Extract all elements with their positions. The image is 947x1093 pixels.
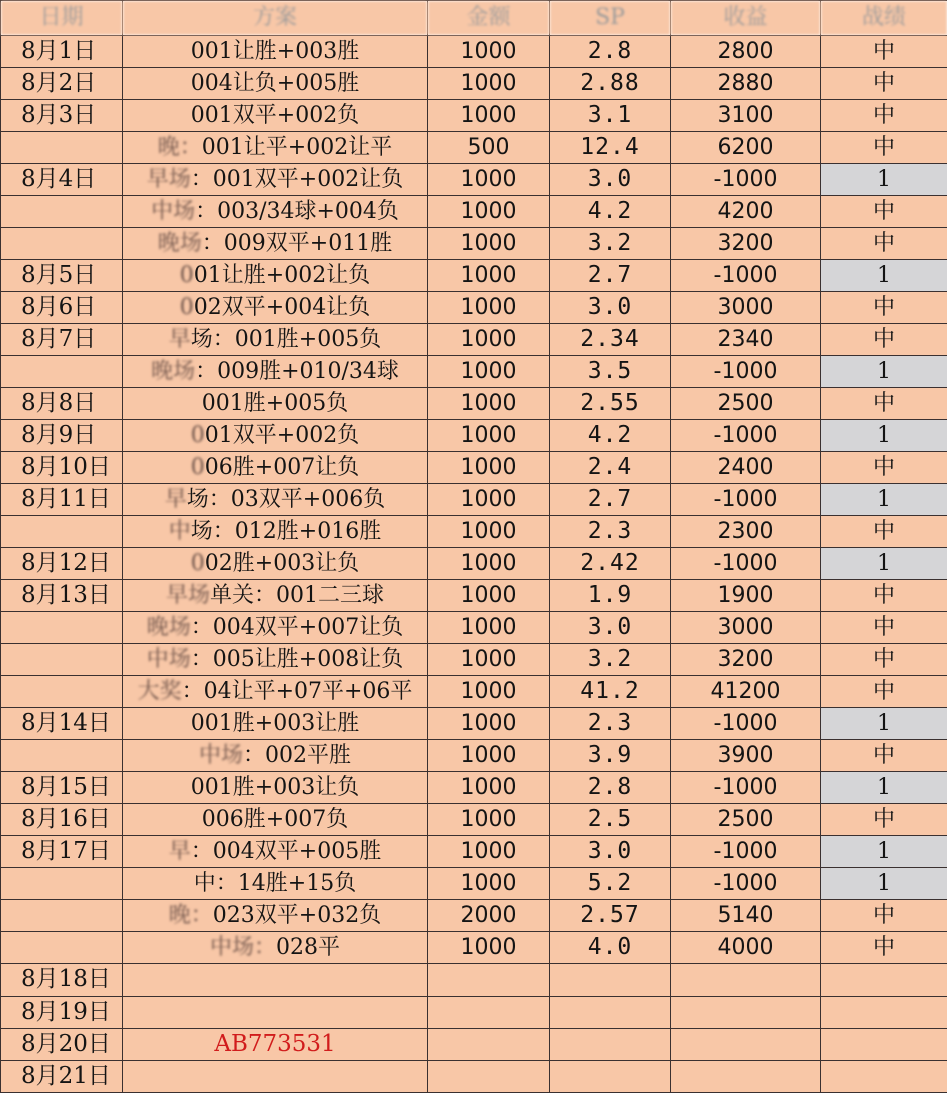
profit-cell: 4200 <box>671 196 821 228</box>
scheme-cell <box>123 164 428 196</box>
scheme-prefix: 晚场 <box>146 614 191 640</box>
sp-cell: 41.2 <box>550 676 671 708</box>
table-row <box>1 228 947 260</box>
table-row <box>1 932 947 964</box>
scheme-text: 场：012胜+016胜 <box>190 518 382 544</box>
sp-cell: 5.2 <box>550 868 671 900</box>
table-row <box>1 548 947 580</box>
sp-cell: 2.42 <box>550 548 671 580</box>
amount-cell: 1000 <box>428 68 550 100</box>
scheme-cell <box>123 356 428 388</box>
amount-cell <box>428 964 550 996</box>
amount-cell: 1000 <box>428 36 550 68</box>
table-row <box>1 1028 947 1060</box>
scheme-cell <box>123 964 428 996</box>
sp-cell: 3.9 <box>550 740 671 772</box>
sp-cell <box>550 996 671 1028</box>
scheme-cell <box>123 740 428 772</box>
scheme-cell <box>123 868 428 900</box>
table-row <box>1 388 947 420</box>
result-cell: 1 <box>821 836 947 868</box>
table-row <box>1 676 947 708</box>
scheme-prefix: 晚场 <box>157 230 202 256</box>
amount-cell: 1000 <box>428 228 550 260</box>
scheme-cell <box>123 708 428 740</box>
date-cell: 8月16日 <box>1 804 123 836</box>
profit-cell: 2800 <box>671 36 821 68</box>
date-cell: 8月18日 <box>1 964 123 996</box>
profit-cell <box>671 1028 821 1060</box>
table-row <box>1 580 947 612</box>
amount-cell: 1000 <box>428 324 550 356</box>
table-row <box>1 100 947 132</box>
date-cell <box>1 868 123 900</box>
scheme-cell <box>123 36 428 68</box>
date-cell <box>1 356 123 388</box>
table-row <box>1 324 947 356</box>
profit-cell: 3200 <box>671 644 821 676</box>
scheme-cell <box>123 196 428 228</box>
scheme-text: ：004双平+007让负 <box>190 614 404 640</box>
profit-cell <box>671 964 821 996</box>
scheme-text: 001胜+003让胜 <box>190 710 360 736</box>
sp-cell: 2.5 <box>550 804 671 836</box>
profit-cell: -1000 <box>671 772 821 804</box>
sp-cell: 3.5 <box>550 356 671 388</box>
scheme-text: ：004双平+005胜 <box>190 838 382 864</box>
sp-cell: 4.0 <box>550 932 671 964</box>
amount-cell <box>428 1028 550 1060</box>
scheme-cell <box>123 772 428 804</box>
amount-cell: 1000 <box>428 516 550 548</box>
amount-cell: 1000 <box>428 484 550 516</box>
table-row <box>1 804 947 836</box>
profit-cell: -1000 <box>671 868 821 900</box>
profit-cell: -1000 <box>671 420 821 452</box>
scheme-cell <box>123 676 428 708</box>
sp-cell: 2.57 <box>550 900 671 932</box>
scheme-prefix: 早 <box>168 326 191 352</box>
result-cell: 1 <box>821 868 947 900</box>
result-cell <box>821 1060 947 1092</box>
scheme-cell <box>123 420 428 452</box>
date-cell: 8月3日 <box>1 100 123 132</box>
table-row <box>1 868 947 900</box>
date-cell: 8月13日 <box>1 580 123 612</box>
result-cell: 1 <box>821 420 947 452</box>
scheme-cell <box>123 388 428 420</box>
profit-cell: 2880 <box>671 68 821 100</box>
scheme-text: 01让胜+002让负 <box>193 262 371 288</box>
date-cell: 8月11日 <box>1 484 123 516</box>
scheme-cell <box>123 324 428 356</box>
scheme-prefix: 0 <box>190 422 205 448</box>
amount-cell: 1000 <box>428 644 550 676</box>
result-cell: 中 <box>821 132 947 164</box>
amount-cell <box>428 1060 550 1092</box>
result-cell <box>821 964 947 996</box>
scheme-text: 001让平+002让平 <box>201 134 393 160</box>
scheme-text: ：009双平+011胜 <box>201 230 393 256</box>
table-row <box>1 164 947 196</box>
scheme-cell <box>123 228 428 260</box>
amount-cell: 1000 <box>428 836 550 868</box>
result-cell: 中 <box>821 676 947 708</box>
result-cell: 中 <box>821 900 947 932</box>
scheme-text: 01双平+002负 <box>204 422 360 448</box>
sp-cell: 3.1 <box>550 100 671 132</box>
result-cell: 中 <box>821 612 947 644</box>
date-cell <box>1 612 123 644</box>
sp-cell <box>550 1060 671 1092</box>
amount-cell <box>428 996 550 1028</box>
scheme-text: 006胜+007负 <box>201 806 349 832</box>
scheme-text: ：003/34球+004负 <box>195 198 399 224</box>
amount-cell: 1000 <box>428 612 550 644</box>
amount-cell: 1000 <box>428 932 550 964</box>
scheme-text: 02胜+003让负 <box>204 550 360 576</box>
scheme-text: 028平 <box>276 934 340 960</box>
header-sp: SP <box>550 1 671 36</box>
date-cell: 8月2日 <box>1 68 123 100</box>
scheme-text: 中：14胜+15负 <box>193 870 357 896</box>
result-cell: 中 <box>821 292 947 324</box>
profit-cell <box>671 1060 821 1092</box>
sp-cell: 2.3 <box>550 708 671 740</box>
scheme-text: 场：001胜+005负 <box>190 326 382 352</box>
table-row <box>1 452 947 484</box>
scheme-cell <box>123 900 428 932</box>
profit-cell: -1000 <box>671 356 821 388</box>
result-cell: 中 <box>821 580 947 612</box>
result-cell: 中 <box>821 516 947 548</box>
scheme-text: ：04让平+07平+06平 <box>181 678 413 704</box>
scheme-cell <box>123 612 428 644</box>
amount-cell: 2000 <box>428 900 550 932</box>
profit-cell: 41200 <box>671 676 821 708</box>
sp-cell: 2.8 <box>550 36 671 68</box>
table-row <box>1 260 947 292</box>
table-row <box>1 132 947 164</box>
scheme-text: 001胜+003让负 <box>190 774 360 800</box>
scheme-prefix: 中场： <box>209 934 276 960</box>
scheme-prefix: 中场 <box>198 742 243 768</box>
date-cell: 8月14日 <box>1 708 123 740</box>
table-row <box>1 612 947 644</box>
scheme-cell <box>123 132 428 164</box>
sp-cell: 2.3 <box>550 516 671 548</box>
profit-cell: 2340 <box>671 324 821 356</box>
scheme-cell <box>123 68 428 100</box>
profit-cell: 3900 <box>671 740 821 772</box>
profit-cell: 3100 <box>671 100 821 132</box>
sp-cell: 3.0 <box>550 292 671 324</box>
scheme-cell <box>123 548 428 580</box>
scheme-cell <box>123 516 428 548</box>
date-cell: 8月12日 <box>1 548 123 580</box>
amount-cell: 1000 <box>428 196 550 228</box>
table-row <box>1 1060 947 1092</box>
scheme-prefix: 0 <box>179 294 194 320</box>
sp-cell: 2.55 <box>550 388 671 420</box>
profit-cell: 4000 <box>671 932 821 964</box>
profit-cell: -1000 <box>671 260 821 292</box>
result-cell: 中 <box>821 740 947 772</box>
profit-cell: -1000 <box>671 708 821 740</box>
profit-cell: -1000 <box>671 484 821 516</box>
scheme-prefix: 早场 <box>165 582 210 608</box>
scheme-text: ：009胜+010/34球 <box>195 358 399 384</box>
scheme-cell <box>123 580 428 612</box>
result-cell: 中 <box>821 196 947 228</box>
amount-cell: 1000 <box>428 292 550 324</box>
table-row <box>1 996 947 1028</box>
date-cell <box>1 132 123 164</box>
scheme-cell <box>123 996 428 1028</box>
date-cell: 8月9日 <box>1 420 123 452</box>
amount-cell: 1000 <box>428 388 550 420</box>
date-cell: 8月1日 <box>1 36 123 68</box>
scheme-text: ：005让胜+008让负 <box>190 646 404 672</box>
profit-cell: 1900 <box>671 580 821 612</box>
code-label: AB773531 <box>214 1030 336 1057</box>
sp-cell: 2.8 <box>550 772 671 804</box>
amount-cell: 1000 <box>428 676 550 708</box>
header-amount: 金额 <box>428 1 550 36</box>
table-row <box>1 772 947 804</box>
table-row <box>1 196 947 228</box>
result-cell: 中 <box>821 228 947 260</box>
result-cell: 中 <box>821 68 947 100</box>
profit-cell: -1000 <box>671 548 821 580</box>
table-row <box>1 516 947 548</box>
amount-cell: 500 <box>428 132 550 164</box>
table-row <box>1 292 947 324</box>
table-row <box>1 356 947 388</box>
amount-cell: 1000 <box>428 164 550 196</box>
sp-cell <box>550 1028 671 1060</box>
result-cell: 1 <box>821 772 947 804</box>
amount-cell: 1000 <box>428 420 550 452</box>
date-cell: 8月20日 <box>1 1028 123 1060</box>
amount-cell: 1000 <box>428 740 550 772</box>
scheme-text: 004让负+005胜 <box>190 70 360 96</box>
amount-cell: 1000 <box>428 260 550 292</box>
result-cell: 1 <box>821 164 947 196</box>
sp-cell: 3.0 <box>550 164 671 196</box>
scheme-text: ：001双平+002让负 <box>190 166 404 192</box>
scheme-cell <box>123 452 428 484</box>
scheme-text: 06胜+007让负 <box>204 454 360 480</box>
sp-cell: 3.2 <box>550 644 671 676</box>
scheme-cell <box>123 932 428 964</box>
date-cell <box>1 196 123 228</box>
date-cell: 8月21日 <box>1 1060 123 1092</box>
scheme-cell <box>123 292 428 324</box>
scheme-text: 02双平+004让负 <box>193 294 371 320</box>
date-cell <box>1 740 123 772</box>
table-row <box>1 836 947 868</box>
scheme-text: 001双平+002负 <box>190 102 360 128</box>
result-cell: 1 <box>821 708 947 740</box>
scheme-prefix: 中 <box>168 518 191 544</box>
result-cell: 中 <box>821 644 947 676</box>
result-cell: 1 <box>821 356 947 388</box>
table-row <box>1 900 947 932</box>
scheme-prefix: 中场 <box>146 646 191 672</box>
scheme-prefix: 晚： <box>157 134 202 160</box>
result-cell: 中 <box>821 452 947 484</box>
profit-cell: 5140 <box>671 900 821 932</box>
result-cell: 中 <box>821 324 947 356</box>
table-row <box>1 68 947 100</box>
table-row <box>1 964 947 996</box>
date-cell: 8月6日 <box>1 292 123 324</box>
header-profit: 收益 <box>671 1 821 36</box>
header-result: 战绩 <box>821 1 947 36</box>
scheme-text: 单关：001二三球 <box>210 582 384 608</box>
scheme-prefix: 早场 <box>146 166 191 192</box>
date-cell <box>1 228 123 260</box>
sp-cell: 2.4 <box>550 452 671 484</box>
result-cell: 中 <box>821 100 947 132</box>
profit-cell: 2500 <box>671 388 821 420</box>
result-cell: 1 <box>821 484 947 516</box>
scheme-prefix: 大奖 <box>137 678 182 704</box>
scheme-cell <box>123 1028 428 1060</box>
result-cell: 中 <box>821 804 947 836</box>
date-cell: 8月7日 <box>1 324 123 356</box>
profit-cell: 2300 <box>671 516 821 548</box>
scheme-cell <box>123 1060 428 1092</box>
amount-cell: 1000 <box>428 452 550 484</box>
scheme-cell <box>123 644 428 676</box>
amount-cell: 1000 <box>428 100 550 132</box>
sp-cell: 3.0 <box>550 836 671 868</box>
sp-cell: 2.34 <box>550 324 671 356</box>
sp-cell: 4.2 <box>550 196 671 228</box>
table-row <box>1 740 947 772</box>
scheme-text: ：002平胜 <box>243 742 351 768</box>
sp-cell: 3.0 <box>550 612 671 644</box>
profit-cell <box>671 996 821 1028</box>
date-cell: 8月17日 <box>1 836 123 868</box>
profit-cell: 2400 <box>671 452 821 484</box>
profit-cell: -1000 <box>671 164 821 196</box>
sp-cell: 2.88 <box>550 68 671 100</box>
result-cell: 中 <box>821 932 947 964</box>
table-row <box>1 708 947 740</box>
header-row <box>1 1 947 36</box>
date-cell: 8月10日 <box>1 452 123 484</box>
date-cell <box>1 676 123 708</box>
sp-cell: 4.2 <box>550 420 671 452</box>
date-cell <box>1 644 123 676</box>
sp-cell: 12.4 <box>550 132 671 164</box>
scheme-text: 001让胜+003胜 <box>190 38 360 64</box>
header-scheme: 方案 <box>123 1 428 36</box>
table-row <box>1 36 947 68</box>
result-cell <box>821 1028 947 1060</box>
result-cell <box>821 996 947 1028</box>
header-date: 日期 <box>1 1 123 36</box>
date-cell <box>1 516 123 548</box>
result-cell: 中 <box>821 388 947 420</box>
scheme-prefix: 0 <box>190 550 205 576</box>
scheme-prefix: 0 <box>190 454 205 480</box>
sp-cell: 1.9 <box>550 580 671 612</box>
scheme-cell <box>123 484 428 516</box>
date-cell: 8月5日 <box>1 260 123 292</box>
sp-cell: 2.7 <box>550 260 671 292</box>
scheme-prefix: 早 <box>164 486 187 512</box>
scheme-prefix: 早 <box>168 838 191 864</box>
scheme-prefix: 0 <box>179 262 194 288</box>
scheme-cell <box>123 804 428 836</box>
sp-cell: 3.2 <box>550 228 671 260</box>
amount-cell: 1000 <box>428 708 550 740</box>
scheme-cell <box>123 836 428 868</box>
amount-cell: 1000 <box>428 580 550 612</box>
scheme-prefix: 晚： <box>168 902 213 928</box>
date-cell: 8月15日 <box>1 772 123 804</box>
profit-cell: 3000 <box>671 292 821 324</box>
scheme-cell <box>123 100 428 132</box>
amount-cell: 1000 <box>428 868 550 900</box>
profit-cell: -1000 <box>671 836 821 868</box>
date-cell <box>1 932 123 964</box>
scheme-prefix: 晚场 <box>151 358 196 384</box>
date-cell: 8月19日 <box>1 996 123 1028</box>
amount-cell: 1000 <box>428 804 550 836</box>
result-cell: 1 <box>821 548 947 580</box>
scheme-prefix: 中场 <box>151 198 196 224</box>
result-cell: 中 <box>821 36 947 68</box>
amount-cell: 1000 <box>428 548 550 580</box>
sp-cell <box>550 964 671 996</box>
table-row <box>1 420 947 452</box>
scheme-cell <box>123 260 428 292</box>
date-cell <box>1 900 123 932</box>
profit-cell: 3000 <box>671 612 821 644</box>
date-cell: 8月8日 <box>1 388 123 420</box>
date-cell: 8月4日 <box>1 164 123 196</box>
profit-cell: 3200 <box>671 228 821 260</box>
result-cell: 1 <box>821 260 947 292</box>
sp-cell: 2.7 <box>550 484 671 516</box>
amount-cell: 1000 <box>428 772 550 804</box>
profit-cell: 2500 <box>671 804 821 836</box>
scheme-text: 场：03双平+006负 <box>186 486 386 512</box>
scheme-text: 001胜+005负 <box>201 390 349 416</box>
table-row <box>1 644 947 676</box>
scheme-text: 023双平+032负 <box>212 902 382 928</box>
profit-cell: 6200 <box>671 132 821 164</box>
table-row <box>1 484 947 516</box>
amount-cell: 1000 <box>428 356 550 388</box>
